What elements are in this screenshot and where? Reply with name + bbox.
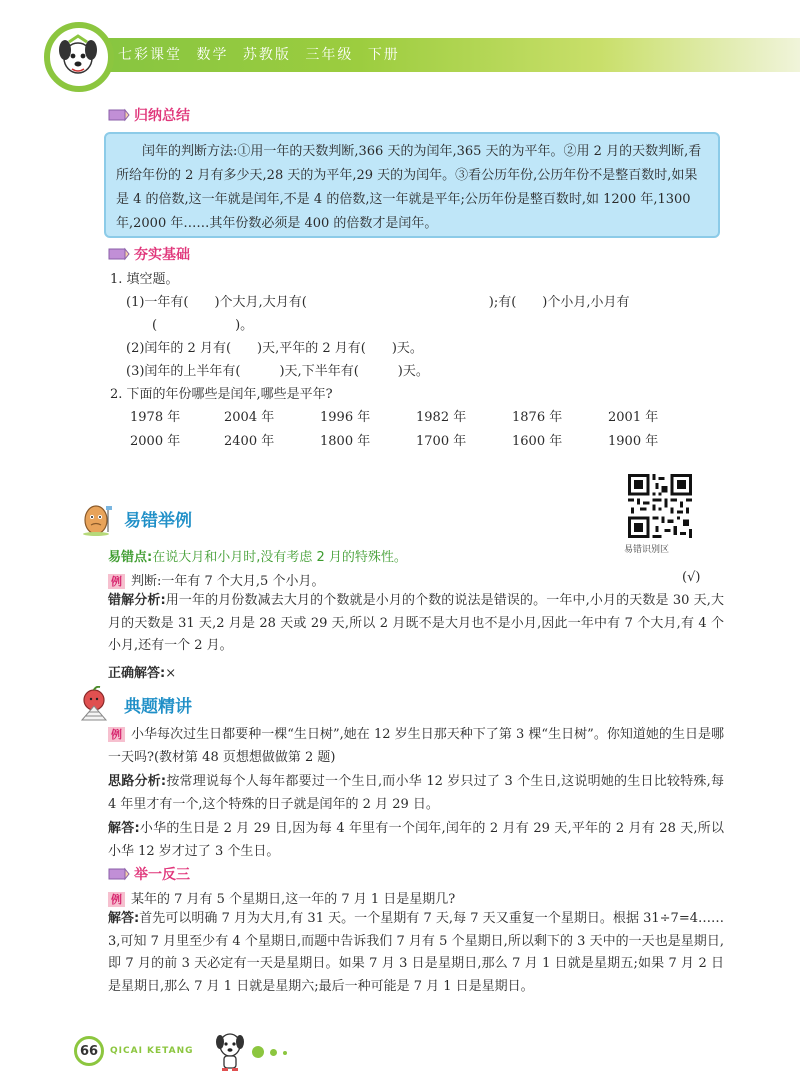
basics-heading-label: 夯实基础 bbox=[134, 247, 190, 263]
header-title bbox=[118, 44, 408, 64]
lecture-answer bbox=[108, 818, 724, 863]
header-brand: 七彩课堂 bbox=[118, 47, 182, 63]
mistake-example-text: 判断:一年有 7 个大月,5 个小月。 bbox=[131, 574, 325, 589]
q1-part1-line1: (1)一年有( )个大月,大月有( );有( )个小月,小月有 bbox=[126, 295, 630, 310]
header-edition: 苏教版 bbox=[242, 47, 291, 63]
dog-mascot-icon bbox=[57, 34, 99, 78]
year-cell: 2004 年 bbox=[224, 410, 275, 425]
extend-answer bbox=[108, 908, 724, 998]
correct-answer-label: 正确解答: bbox=[108, 666, 166, 681]
lecture-thinking-text: 按常理说每个人每年都要过一个生日,而小华 12 岁只过了 3 个生日,这说明她的生日比较特殊,每 4 年里才有一个,这个特殊的日子就是闰年的 2 月 29 日。 bbox=[108, 774, 724, 812]
header-grade: 三年级 bbox=[305, 47, 354, 63]
year-cell: 1700 年 bbox=[416, 434, 467, 449]
egg-character-icon bbox=[76, 500, 116, 536]
footer-brand: QICAI KETANG bbox=[110, 1046, 194, 1056]
year-cell: 1996 年 bbox=[320, 410, 371, 425]
example-badge: 例 bbox=[108, 892, 125, 907]
header-volume: 下册 bbox=[367, 47, 400, 63]
lecture-thinking-label: 思路分析: bbox=[108, 774, 167, 789]
mistakes-heading-label: 易错举例 bbox=[124, 510, 192, 531]
year-cell: 1600 年 bbox=[512, 434, 563, 449]
summary-box bbox=[104, 132, 720, 238]
page-number bbox=[74, 1036, 104, 1066]
extend-heading-label: 举一反三 bbox=[134, 867, 190, 883]
apple-character-icon bbox=[76, 686, 116, 722]
year-cell: 2400 年 bbox=[224, 434, 275, 449]
correct-answer-text: × bbox=[165, 666, 177, 681]
mistake-point-label: 易错点: bbox=[108, 550, 153, 565]
year-cell: 2001 年 bbox=[608, 410, 659, 425]
lecture-heading-label: 典题精讲 bbox=[124, 696, 192, 717]
page-number-label: 66 bbox=[79, 1043, 99, 1059]
lecture-answer-label: 解答: bbox=[108, 821, 140, 836]
example-badge: 例 bbox=[108, 574, 125, 589]
q1-part3: (3)闰年的上半年有( )天,下半年有( )天。 bbox=[126, 364, 429, 379]
summary-heading bbox=[108, 105, 190, 125]
year-cell: 1900 年 bbox=[608, 434, 659, 449]
qr-code-icon[interactable] bbox=[628, 474, 692, 538]
q1-part2: (2)闰年的 2 月有( )天,平年的 2 月有( )天。 bbox=[126, 341, 423, 356]
mistake-analysis bbox=[108, 590, 724, 658]
extend-answer-label: 解答: bbox=[108, 911, 140, 926]
year-cell: 2000 年 bbox=[130, 434, 181, 449]
mistake-analysis-label: 错解分析: bbox=[108, 593, 166, 608]
lecture-example bbox=[108, 724, 724, 769]
extend-example bbox=[108, 888, 455, 907]
header-subject: 数学 bbox=[196, 47, 229, 63]
correct-answer bbox=[108, 662, 176, 681]
pencil-icon bbox=[108, 108, 130, 122]
pencil-icon bbox=[108, 247, 130, 261]
lecture-thinking bbox=[108, 771, 724, 816]
qr-caption: 易错识别区 bbox=[624, 545, 670, 555]
example-badge: 例 bbox=[108, 727, 125, 742]
decor-dot bbox=[283, 1051, 287, 1055]
extend-example-text: 某年的 7 月有 5 个星期日,这一年的 7 月 1 日是星期几? bbox=[131, 892, 456, 907]
q2-title: 2. 下面的年份哪些是闰年,哪些是平年? bbox=[110, 387, 333, 402]
mistake-example-mark: (√) bbox=[682, 570, 701, 585]
year-cell: 1982 年 bbox=[416, 410, 467, 425]
mistake-example bbox=[108, 570, 324, 589]
decor-dot bbox=[270, 1049, 277, 1056]
summary-heading-label: 归纳总结 bbox=[134, 108, 190, 124]
basics-heading bbox=[108, 244, 190, 264]
year-cell: 1978 年 bbox=[130, 410, 181, 425]
mistakes-heading bbox=[76, 500, 192, 536]
year-cell: 1876 年 bbox=[512, 410, 563, 425]
dog-mascot-footer-icon bbox=[214, 1030, 246, 1072]
year-cell: 1800 年 bbox=[320, 434, 371, 449]
extend-heading bbox=[108, 864, 190, 884]
q1-part1-line2: ( )。 bbox=[152, 318, 254, 333]
lecture-example-text: 小华每次过生日都要种一棵“生日树”,她在 12 岁生日那天种下了第 3 棵“生日树”。你知道她的生日是哪一天吗?(教材第 48 页想想做做第 2 题) bbox=[108, 727, 724, 765]
mistake-point-text: 在说大月和小月时,没有考虑 2 月的特殊性。 bbox=[152, 550, 407, 565]
mistake-point bbox=[108, 546, 407, 565]
lecture-heading bbox=[76, 686, 192, 722]
q1-title: 1. 填空题。 bbox=[110, 272, 179, 287]
lecture-answer-text: 小华的生日是 2 月 29 日,因为每 4 年里有一个闰年,闰年的 2 月有 29 天,平年的 2 月有 28 天,所以小华 12 岁才过了 3 个生日。 bbox=[108, 821, 725, 859]
summary-text: 闰年的判断方法:①用一年的天数判断,366 天的为闰年,365 天的为平年。②用 2 月的天数判断,看所给年份的 2 月有多少天,28 天的为平年,29 天的为闰年。③看公历年份,公历年份不是整百数时,如果是 4 的倍数,这一年就是闰年,不是 4 的倍数,这一年就是平年;公历年份是整百数时,如 1200 年,1300 年,2000 年……其年份数必须是 400 的倍数才是闰年。 bbox=[116, 144, 702, 231]
mistake-analysis-text: 用一年的月份数减去大月的个数就是小月的个数的说法是错误的。一年中,小月的天数是 30 天,大月的天数是 31 天,2 月是 28 天或 29 天,所以 2 月既不是大月也不是小月,因此一年中有 7 个大月,有 4 个小月,还有一个 2 月。 bbox=[108, 593, 725, 653]
pencil-icon bbox=[108, 867, 130, 881]
extend-answer-text: 首先可以明确 7 月为大月,有 31 天。一个星期有 7 天,每 7 天又重复一个星期日。根据 31÷7=4……3,可知 7 月里至少有 4 个星期日,而题中告诉我们 7 月有 5 个星期日,所以剩下的 3 天中的一天也是星期日,即 7 月的前 3 天必定有一天是星期日。如果 7 月 3 日是星期日,那么 7 月 1 日就是星期五;如果 7 月 2 日是星期日,那么 7 月 1 日就是星期六;最后一种可能是 7 月 1 日是星期日。 bbox=[108, 911, 724, 994]
decor-dot bbox=[252, 1046, 264, 1058]
